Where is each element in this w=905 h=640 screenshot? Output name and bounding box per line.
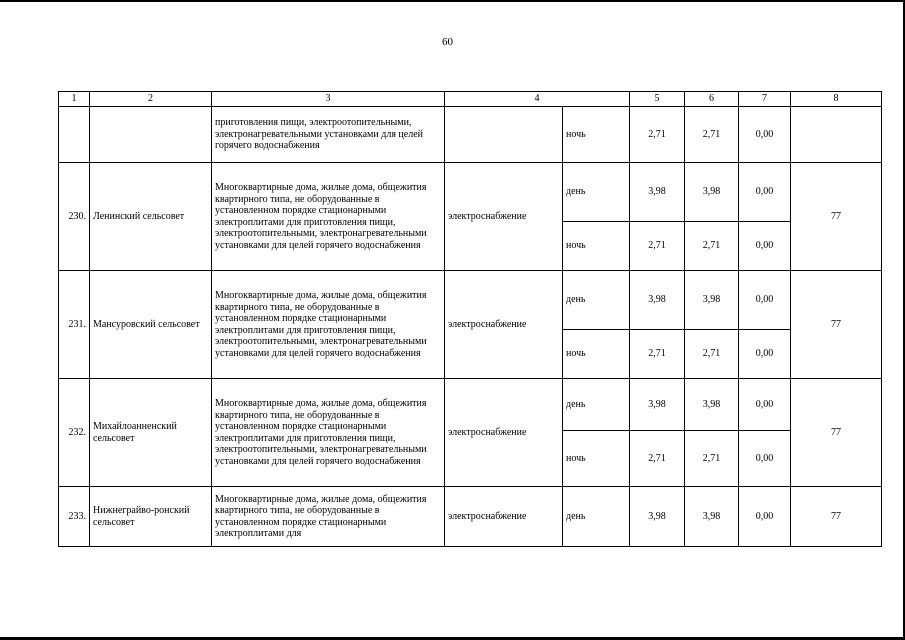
period-cell: день (563, 379, 630, 431)
service-cell: электроснабжение (445, 271, 563, 379)
table-row (59, 163, 882, 222)
col7-cell: 0,00 (739, 487, 791, 547)
period-cell: ночь (563, 330, 630, 379)
description-cell: приготовления пищи, электроотопительными, электронагревательными установками для целей горячего водоснабжения (212, 107, 445, 163)
row-number: 230. (59, 163, 90, 271)
col5-cell: 3,98 (630, 487, 685, 547)
header-cell: 3 (212, 92, 445, 107)
col8-cell: 77 (791, 271, 882, 379)
tariff-table (58, 91, 882, 547)
period-cell: ночь (563, 222, 630, 271)
col5-cell: 2,71 (630, 222, 685, 271)
col6-cell: 2,71 (685, 431, 739, 487)
service-cell: электроснабжение (445, 487, 563, 547)
service-cell: электроснабжение (445, 379, 563, 487)
col7-cell: 0,00 (739, 330, 791, 379)
col5-cell: 2,71 (630, 330, 685, 379)
row-number: 233. (59, 487, 90, 547)
header-cell: 2 (90, 92, 212, 107)
header-cell: 4 (445, 92, 630, 107)
header-cell: 5 (630, 92, 685, 107)
service-cell: электроснабжение (445, 163, 563, 271)
period-cell: ночь (563, 107, 630, 163)
col7-cell: 0,00 (739, 271, 791, 330)
table-row (59, 271, 882, 330)
col5-cell: 3,98 (630, 271, 685, 330)
col6-cell: 2,71 (685, 330, 739, 379)
col5-cell: 3,98 (630, 379, 685, 431)
row-number: 232. (59, 379, 90, 487)
col5-cell: 2,71 (630, 431, 685, 487)
header-cell: 7 (739, 92, 791, 107)
description-cell: Многоквартирные дома, жилые дома, общежития квартирного типа, не оборудованные в установленном порядке стационарными электроплитами для приготовления пищи, электроотопительными, электронагревательными установками для целей горячего водоснабжения (212, 163, 445, 271)
col6-cell: 2,71 (685, 222, 739, 271)
settlement-name: Мансуровский сельсовет (90, 271, 212, 379)
col6-cell: 3,98 (685, 487, 739, 547)
period-cell: день (563, 163, 630, 222)
description-cell: Многоквартирные дома, жилые дома, общежития квартирного типа, не оборудованные в установленном порядке стационарными электроплитами для приготовления пищи, электроотопительными, электронагревательными установками для целей горячего водоснабжения (212, 379, 445, 487)
col6-cell: 3,98 (685, 163, 739, 222)
description-cell: Многоквартирные дома, жилые дома, общежития квартирного типа, не оборудованные в установленном порядке стационарными электроплитами для приготовления пищи, электроотопительными, электронагревательными установками для целей горячего водоснабжения (212, 271, 445, 379)
col7-cell: 0,00 (739, 222, 791, 271)
table-row (59, 487, 882, 547)
settlement-name: Нижнеграйво-ронский сельсовет (90, 487, 212, 547)
settlement-name: Михайлоанненский сельсовет (90, 379, 212, 487)
description-cell: Многоквартирные дома, жилые дома, общежития квартирного типа, не оборудованные в установленном порядке стационарными электроплитами для (212, 487, 445, 547)
col7-cell: 0,00 (739, 379, 791, 431)
period-cell: день (563, 487, 630, 547)
col6-cell: 3,98 (685, 271, 739, 330)
scan-edge-top (0, 0, 905, 2)
col6-cell: 3,98 (685, 379, 739, 431)
page-number: 60 (442, 36, 453, 48)
row-number: 231. (59, 271, 90, 379)
col7-cell: 0,00 (739, 163, 791, 222)
period-cell: день (563, 271, 630, 330)
col5-cell: 3,98 (630, 163, 685, 222)
header-cell: 6 (685, 92, 739, 107)
col8-cell: 77 (791, 379, 882, 487)
header-row (59, 92, 882, 107)
col8-cell: 77 (791, 487, 882, 547)
period-cell: ночь (563, 431, 630, 487)
col7-cell: 0,00 (739, 107, 791, 163)
header-cell: 1 (59, 92, 90, 107)
header-cell: 8 (791, 92, 882, 107)
col7-cell: 0,00 (739, 431, 791, 487)
table-row (59, 379, 882, 431)
col8-cell: 77 (791, 163, 882, 271)
col5-cell: 2,71 (630, 107, 685, 163)
col6-cell: 2,71 (685, 107, 739, 163)
settlement-name: Ленинский сельсовет (90, 163, 212, 271)
table-row (59, 107, 882, 163)
